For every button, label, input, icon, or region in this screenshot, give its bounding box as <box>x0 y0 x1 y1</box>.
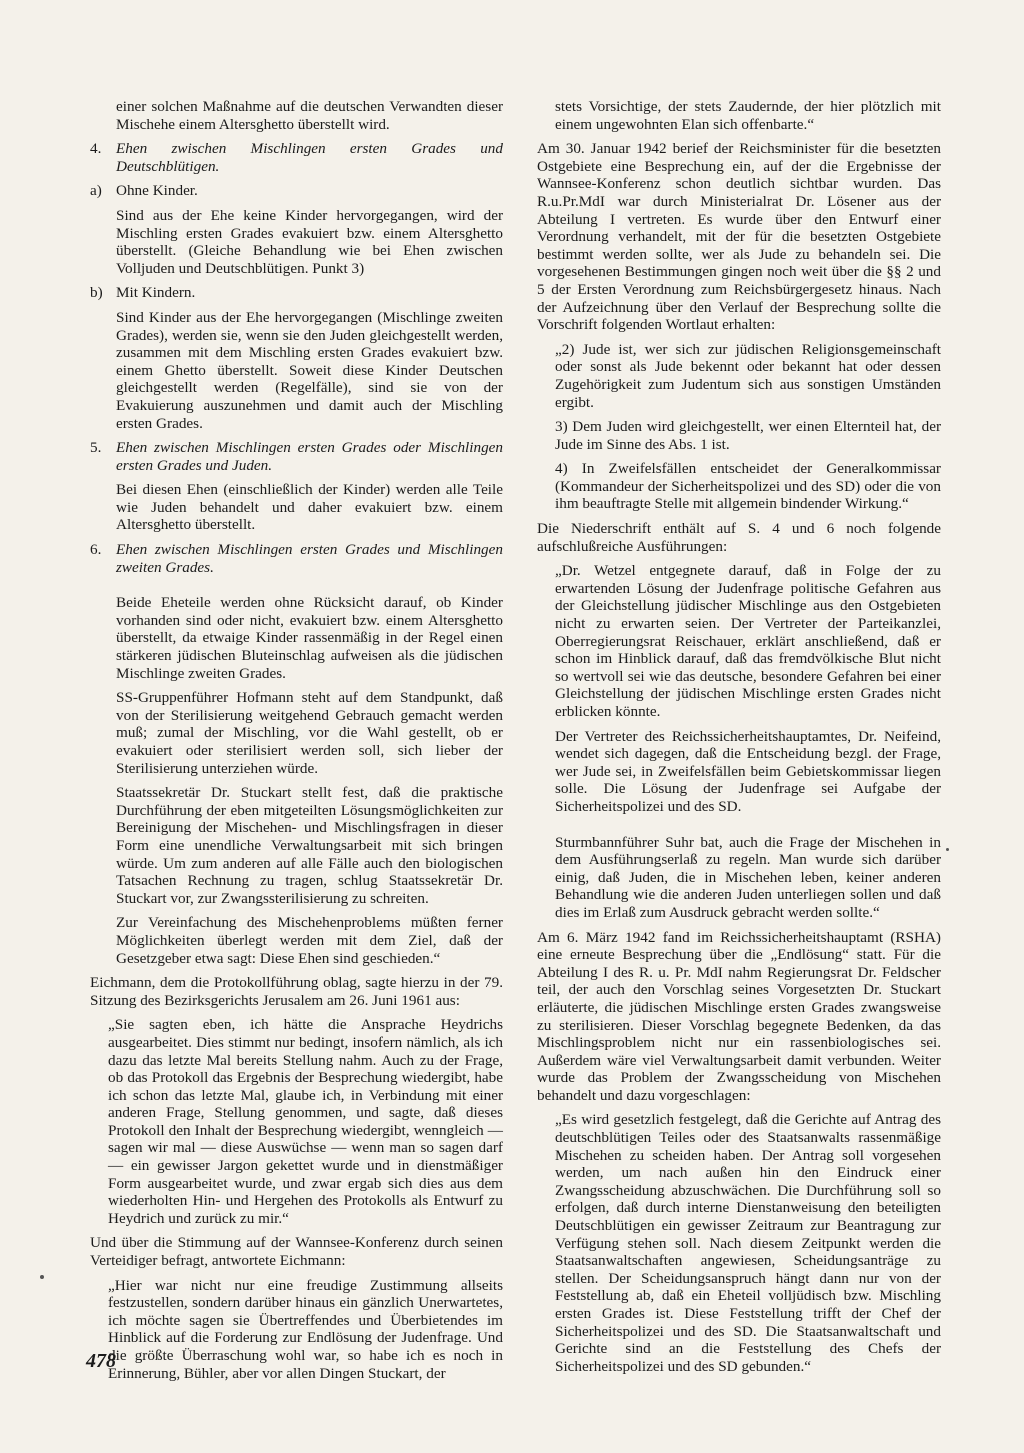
left-paragraph <box>90 140 503 175</box>
paragraph-text: „Es wird gesetzlich festgelegt, daß die Gerichte auf Antrag des deutschblütigen Teiles oder des Staatsanwalts rassenmäßige Mischehen zu scheiden haben. Der Antrag soll vorgesehen werden, um nach außen hin den Eindruck einer Zwangsscheidung abzuschwächen. Die Durchführung soll so erfolgen, daß durch interne Dienstanweisung den beteiligten Deutschblütigen ein gewisser Zeitraum zur Beantragung zur Verfügung stehen soll. Nach diesem Zeitpunkt werden die Staatsanwaltschaften angewiesen, Scheidungsanträge zu stellen. Der Scheidungsanspruch hängt dann nur von der Feststellung ab, daß ein Eheteil volljüdisch bzw. Mischling ersten Grades ist. Diese Feststellung trifft der Chef der Sicherheitspolizei und des SD. Die Staatsanwaltschaft und Gerichte sind an die Feststellung des Chefs der Sicherheitspolizei und des SD gebunden.“ <box>555 1111 941 1375</box>
item-label: b) <box>90 284 103 302</box>
right-paragraph <box>537 520 941 555</box>
paragraph-text: 3) Dem Juden wird gleichgestellt, wer einen Elternteil hat, der Jude im Sinne des Abs. 1 ist. <box>555 418 941 453</box>
right-paragraph <box>537 929 941 1105</box>
right-paragraph <box>537 728 941 816</box>
paragraph-text: „Dr. Wetzel entgegnete darauf, daß in Folge der zu erwartenden Lösung der Judenfrage politische Gefahren aus der Gleichstellung jüdischer Mischlinge aus den Ostgebieten nicht zu erwarten seien. Der Vertreter der Parteikanzlei, Oberregierungsrat Reischauer, erklärt anschließend, daß er schon im Hinblick darauf, daß das fremdvölkische Blut nicht so wertvoll sei wie das deutsche, besondere Gefahren bei einer Gleichstellung der jüdischen Mischlinge ersten Grades nicht erblicken könnte. <box>555 562 941 720</box>
paragraph-text: Staatssekretär Dr. Stuckart stellt fest, daß die praktische Durchführung der eben mitgeteilten Lösungsmöglichkeiten zur Bereinigung der Mischehen- und Mischlingsfragen in dieser Form eine unendliche Verwaltungsarbeit mit sich bringen würde. Um zum anderen auf alle Fälle auch den biologischen Tatsachen Rechnung zu tragen, schlug Staatssekretär Dr. Stuckart vor, zur Zwangssterilisierung zu schreiten. <box>116 784 503 907</box>
right-paragraph <box>537 1111 941 1375</box>
paragraph-text: Ehen zwischen Mischlingen ersten Grades und Mischlingen zweiten Grades. <box>116 541 503 576</box>
page-number: 478 <box>86 1350 116 1372</box>
left-paragraph <box>90 974 503 1009</box>
left-paragraph <box>90 541 503 576</box>
paragraph-text: Sturmbannführer Suhr bat, auch die Frage der Mischehen in dem Ausführungserlaß zu regeln. Man wurde sich darüber einig, daß Juden, die in Mischehen leben, keiner anderen Behandlung wie die anderen Juden unterliegen sollen und daß dies im Erlaß zum Ausdruck gebracht werden sollte.“ <box>555 833 941 921</box>
paragraph-text: Und über die Stimmung auf der Wannsee-Konferenz durch seinen Verteidiger befragt, antwortete Eichmann: <box>90 1234 503 1270</box>
right-column <box>537 98 941 1382</box>
paragraph-text: Ohne Kinder. <box>116 182 198 200</box>
paragraph-text: 4) In Zweifelsfällen entscheidet der Generalkommissar (Kommandeur der Sicherheitspolizei und des SD) oder die von ihm beauftragte Stelle mit allgemein bindender Wirkung.“ <box>555 460 941 513</box>
paragraph-text: „Sie sagten eben, ich hätte die Ansprache Heydrichs ausgearbeitet. Dies stimmt nur bedingt, insofern nämlich, als ich dazu das letzte Mal bereits Stellung nahm. Auch zu der Frage, ob das Protokoll das Ergebnis der Besprechung wiedergibt, habe ich schon das letzte Mal, glaube ich, in Verbindung mit einer anderen Frage, Stellung genommen, und sagte, daß dieses Protokoll den Inhalt der Besprechung wiedergibt, wenngleich — sagen wir mal — diese Auswüchse — wenn man so sagen darf — ein gewisser Jargon gekettet wurde und in dienstmäßiger Form ausgearbeitet wurde, und zwar ergab sich dies aus dem wiederholten Hin- und Hergehen des Protokolls als Entwurf zu Heydrich und zurück zu mir.“ <box>108 1016 503 1227</box>
left-paragraph <box>90 439 503 474</box>
left-paragraph <box>90 914 503 967</box>
scan-speck <box>946 848 949 851</box>
paragraph-text: „Hier war nicht nur eine freudige Zustimmung allseits festzustellen, sondern darüber hinaus ein gänzlich Unerwartetes, ich möchte sagen sie Übertreffendes und Überbietendes im Hinblick auf die Forderung zur Endlösung der Judenfrage. Und die größte Überraschung wohl war, so habe ich es noch in Erinnerung, Bühler, aber vor allen Dingen Stuckart, der <box>108 1276 503 1382</box>
paragraph-text: Der Vertreter des Reichssicherheitshauptamtes, Dr. Neifeind, wendet sich dagegen, daß die Entscheidung bezgl. der Frage, wer Jude sei, in Zweifelsfällen beim Gebietskommissar liegen solle. Die Lösung der Judenfrage sei Aufgabe der Sicherheitspolizei und des SD. <box>555 727 941 815</box>
left-column <box>90 98 503 1389</box>
paragraph-text: Zur Vereinfachung des Mischehenproblems müßten ferner Möglichkeiten überlegt werden mit dem Ziel, daß der Gesetzgeber etwa sagt: Diese Ehen sind geschieden.“ <box>116 914 503 967</box>
paragraph-text: Eichmann, dem die Protokollführung oblag, sagte hierzu in der 79. Sitzung des Bezirksgerichts Jerusalem am 26. Juni 1961 aus: <box>90 974 503 1009</box>
paragraph-text: Mit Kindern. <box>116 284 196 302</box>
paragraph-text: einer solchen Maßnahme auf die deutschen Verwandten dieser Mischehe einem Altersghetto überstellt wird. <box>116 98 503 133</box>
left-paragraph <box>90 284 503 302</box>
paragraph-text: Sind aus der Ehe keine Kinder hervorgegangen, wird der Mischling ersten Grades evakuiert bzw. einem Altersghetto überstellt. (Gleiche Behandlung wie bei Ehen zwischen Volljuden und Deutschblütigen. Punkt 3) <box>116 206 503 277</box>
left-paragraph <box>90 689 503 777</box>
left-paragraph <box>90 98 503 133</box>
paragraph-text: Bei diesen Ehen (einschließlich der Kinder) werden alle Teile wie Juden behandelt und daher evakuiert bzw. einem Altersghetto überstellt. <box>116 481 503 534</box>
left-paragraph <box>90 309 503 432</box>
left-paragraph <box>90 784 503 907</box>
left-paragraph <box>90 481 503 534</box>
paragraph-text: Ehen zwischen Mischlingen ersten Grades oder Mischlingen ersten Grades und Juden. <box>116 439 503 474</box>
left-paragraph <box>90 1277 503 1383</box>
right-paragraph <box>537 562 941 720</box>
right-paragraph <box>537 98 941 133</box>
paragraph-text: Am 6. März 1942 fand im Reichssicherheitshauptamt (RSHA) eine erneute Besprechung über die „Endlösung“ statt. Für die Abteilung I des R. u. Pr. MdI nahm Regierungsrat Dr. Feldscher teil, der auch den Vorschlag seines Vorgesetzten Dr. Stuckart erläuterte, die jüdischen Mischlinge ersten Grades zwangsweise zu sterilisieren. Dieser Vorschlag begegnete Bedenken, da das Mischlingsproblem nicht nur ein rassenbiologisches sei. Außerdem wäre viel Verwaltungsarbeit damit verbunden. Weiter wurde das Problem der Zwangsscheidung von Mischehen behandelt und dazu vorgeschlagen: <box>537 928 941 1104</box>
left-paragraph <box>90 207 503 277</box>
left-paragraph <box>90 1234 503 1269</box>
paragraph-text: Am 30. Januar 1942 berief der Reichsminister für die besetzten Ostgebiete eine Besprechung ein, auf der die Ergebnisse der Wannsee-Konferenz schon deutlich sichtbar wurden. Das R.u.Pr.MdI war durch Ministerialrat Dr. Lösener aus der Abteilung I vertreten. Es wurde über den Entwurf einer Verordnung verhandelt, mit der für die besetzten Ostgebiete bestimmt werden sollte, wer als Jude zu behandeln sei. Die vorgesehenen Bestimmungen gingen noch weit über die §§ 2 und 5 der Ersten Verordnung zum Reichsbürgergesetz hinaus. Nach der Aufzeichnung über den Verlauf der Besprechung sollte die Vorschrift folgenden Wortlaut erhalten: <box>537 140 941 334</box>
left-paragraph <box>90 594 503 682</box>
right-paragraph <box>537 460 941 513</box>
right-paragraph <box>537 140 941 334</box>
paragraph-text: SS-Gruppenführer Hofmann steht auf dem Standpunkt, daß von der Sterilisierung weitgehend Gebrauch gemacht werden muß; zumal der Mischling, vor die Wahl gestellt, ob er evakuiert oder sterilisiert werden soll, sich lieber der Sterilisierung unterziehen würde. <box>116 689 503 777</box>
scan-speck <box>40 1275 44 1279</box>
item-label: 6. <box>90 541 102 559</box>
right-paragraph <box>537 341 941 411</box>
right-paragraph <box>537 834 941 922</box>
paragraph-text: Sind Kinder aus der Ehe hervorgegangen (Mischlinge zweiten Grades), werden sie, wenn sie den Juden gleichgestellt werden, zusammen mit dem Mischling ersten Grades evakuiert bzw. einem Ghetto überstellt. Soweit diese Kinder Deutschen gleichgestellt werden (Regelfälle), sind sie von der Evakuierung auszunehmen und damit auch der Mischling ersten Grades. <box>116 308 503 432</box>
left-paragraph <box>90 1016 503 1227</box>
item-label: 4. <box>90 140 102 158</box>
paragraph-text: „2) Jude ist, wer sich zur jüdischen Religionsgemeinschaft oder sonst als Jude bekennt oder bekannt hat oder dessen Zugehörigkeit zum Judentum sich aus sonstigen Umständen ergibt. <box>555 340 941 411</box>
left-paragraph <box>90 182 503 200</box>
paragraph-text: Beide Eheteile werden ohne Rücksicht darauf, ob Kinder vorhanden sind oder nicht, evakuiert bzw. einem Altersghetto überstellt, da etwaige Kinder rassenmäßig in der Regel einen stärkeren jüdischen Bluteinschlag aufweisen als die jüdischen Mischlinge zweiten Grades. <box>116 594 503 682</box>
right-paragraph <box>537 418 941 453</box>
paragraph-text: stets Vorsichtige, der stets Zaudernde, der hier plötzlich mit einem ungewohnten Elan sich offenbarte.“ <box>555 98 941 133</box>
paragraph-text: Ehen zwischen Mischlingen ersten Grades und Deutschblütigen. <box>116 140 503 175</box>
item-label: 5. <box>90 439 102 457</box>
item-label: a) <box>90 182 102 200</box>
paragraph-text: Die Niederschrift enthält auf S. 4 und 6 noch folgende aufschlußreiche Ausführungen: <box>537 520 941 555</box>
